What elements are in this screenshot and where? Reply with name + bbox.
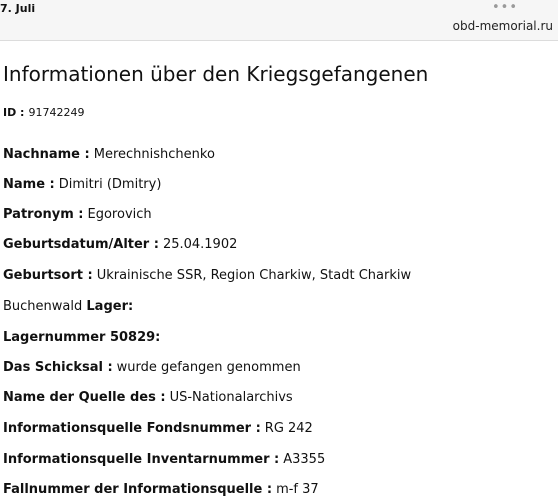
field-nachname (3, 147, 215, 163)
field-geburtsort (3, 268, 411, 284)
field-fallnummer (3, 482, 319, 498)
browser-status-bar (0, 0, 558, 41)
field-name (3, 177, 161, 193)
field-label: Patronym : (3, 207, 84, 222)
field-id (3, 105, 84, 121)
field-label: Fallnummer der Informationsquelle : (3, 482, 273, 497)
field-value: Dimitri (Dmitry) (58, 177, 162, 192)
field-label: Informationsquelle Inventarnummer : (3, 452, 280, 467)
field-value: Merechnishchenko (93, 147, 215, 162)
field-value: m-f 37 (276, 482, 319, 497)
field-label: Name der Quelle des : (3, 390, 166, 405)
field-value: wurde gefangen genommen (116, 360, 301, 375)
field-quelle (3, 390, 293, 406)
field-label: Informationsquelle Fondsnummer : (3, 421, 261, 436)
field-label: ID : (3, 106, 25, 119)
field-value: 25.04.1902 (162, 237, 238, 252)
field-label: Lager: (86, 299, 134, 314)
field-value: A3355 (283, 452, 326, 467)
field-value: Egorovich (87, 207, 152, 222)
field-value: US-Nationalarchivs (169, 390, 293, 405)
field-label: Lagernummer 50829: (3, 330, 161, 345)
field-lagernummer (3, 330, 160, 346)
address-bar-domain[interactable]: obd-memorial.ru (452, 19, 553, 33)
field-schicksal (3, 360, 301, 376)
field-lager (3, 299, 133, 315)
field-value: 91742249 (28, 106, 85, 119)
field-fondsnummer (3, 421, 313, 437)
status-time: 7. Juli (0, 2, 36, 15)
field-label: Nachname : (3, 147, 90, 162)
more-options-icon[interactable]: ••• (491, 0, 518, 15)
field-label: Geburtsort : (3, 268, 93, 283)
field-inventarnummer (3, 452, 325, 468)
field-patronym (3, 207, 152, 223)
field-label: Das Schicksal : (3, 360, 113, 375)
field-value: Buchenwald (3, 299, 83, 314)
field-label: Name : (3, 177, 55, 192)
field-value: Ukrainische SSR, Region Charkiw, Stadt Charkiw (96, 268, 412, 283)
field-label: Geburtsdatum/Alter : (3, 237, 159, 252)
field-value: RG 242 (264, 421, 313, 436)
field-geburtsdatum (3, 237, 237, 253)
page-title: Informationen über den Kriegsgefangenen (3, 62, 429, 86)
